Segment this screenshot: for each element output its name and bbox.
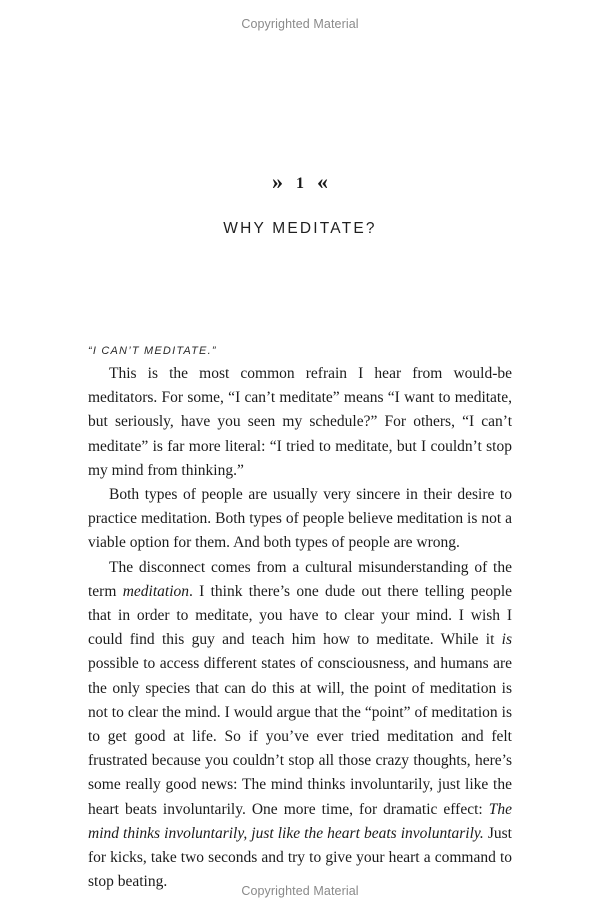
emphasis-is: is: [501, 631, 512, 649]
body-text: [88, 362, 512, 894]
paragraph-3-text: . I think there’s one dude out there telling people that in order to meditate, you have to clear your mind. I wish I could find this guy and teach him how to meditate. While it: [88, 582, 513, 649]
chevron-close-ornament: «: [317, 169, 328, 194]
emphasis-mind-thinks: The mind thinks involuntarily, just like the heart beats involuntarily.: [88, 800, 512, 842]
chevron-open-ornament: »: [272, 169, 283, 194]
emphasis-meditation: meditation: [122, 582, 190, 600]
paragraph-2: Both types of people are usually very sincere in their desire to practice meditation. Both types of people believe meditation is not a viable option for them. And both types of people are wrong.: [88, 486, 512, 552]
paragraph-3-text: The disconnect comes from a cultural misunderstanding of the term: [88, 558, 512, 600]
chapter-title: WHY MEDITATE?: [223, 220, 377, 237]
paragraph-3-text: Just for kicks, take two seconds and try to give your heart a command to stop beating.: [88, 824, 512, 891]
section-heading: “I CAN’T MEDITATE.”: [88, 345, 217, 357]
copyright-watermark-top: Copyrighted Material: [241, 17, 359, 31]
paragraph-3-text: possible to access different states of consciousness, and humans are the only species that can do this at will, the point of meditation is not to clear the mind. I would argue that the “point” of meditation is to get good at life. So if you’ve ever tried meditation and felt frustrated because you couldn’t stop all those crazy thoughts, here’s some really good news: The mind thinks involuntarily, just like the heart beats involuntarily. One more time, for dramatic effect:: [88, 655, 512, 818]
paragraph-1: This is the most common refrain I hear from would-be meditators. For some, “I can’t meditate” means “I want to meditate, but seriously, have you seen my schedule?” For others, “I can’t meditate” is far more literal: “I tried to meditate, but I couldn’t stop my mind from thinking.”: [88, 365, 512, 479]
chapter-number-value: 1: [296, 175, 304, 192]
copyright-watermark-bottom: Copyrighted Material: [241, 884, 359, 898]
paragraph-3: [88, 556, 512, 895]
chapter-number: [0, 168, 600, 194]
